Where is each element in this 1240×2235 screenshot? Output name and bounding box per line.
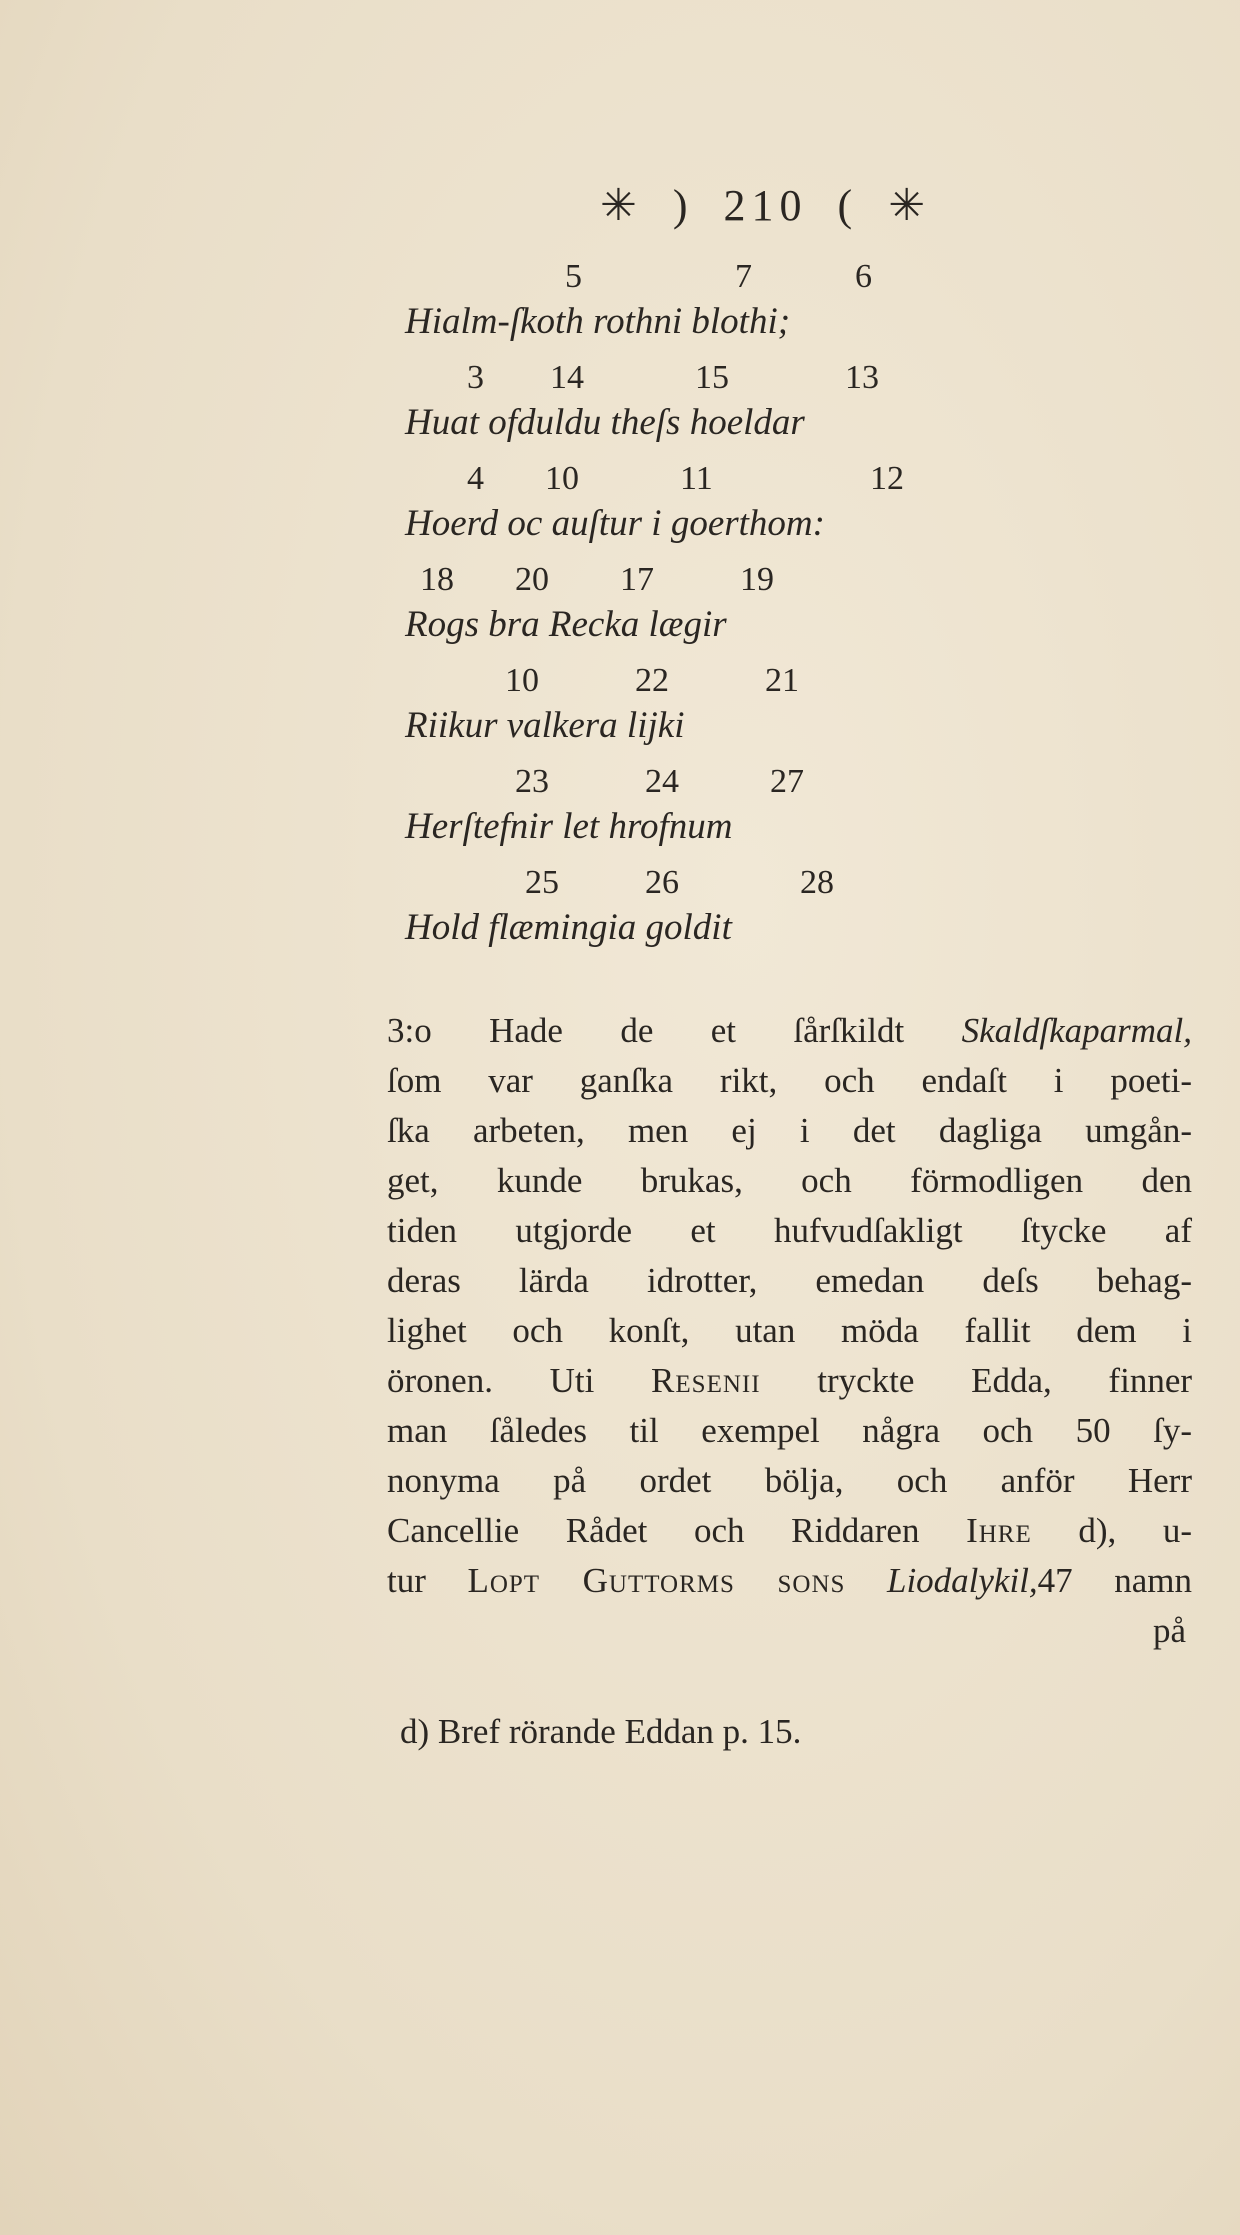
word-order-number: 10 <box>545 460 579 497</box>
word-order-number: 21 <box>765 662 799 699</box>
poem-line <box>405 460 965 561</box>
verse-text: Hoerd oc auſtur i goerthom: <box>405 503 825 544</box>
word-order-number: 19 <box>740 561 774 598</box>
text-line <box>387 1006 1192 1056</box>
word-order-number: 12 <box>870 460 904 497</box>
verse-text: Rogs bra Recka lægir <box>405 604 727 645</box>
verse-text: Hialm-ſkoth rothni blothi; <box>405 301 791 342</box>
text-run <box>845 1561 887 1600</box>
verse-text: Hold flæmingia goldit <box>405 907 732 948</box>
small-caps-name: Resenii <box>651 1361 761 1400</box>
word-order-number: 26 <box>645 864 679 901</box>
word-order-number: 4 <box>467 460 484 497</box>
verse-text: Herſtefnir let hrofnum <box>405 806 733 847</box>
word-order-number: 23 <box>515 763 549 800</box>
text-line: get, kunde brukas, och förmodligen den <box>387 1161 1192 1200</box>
word-order-number: 5 <box>565 258 582 295</box>
poem-line <box>405 763 965 864</box>
word-order-number: 10 <box>505 662 539 699</box>
word-order-number: 25 <box>525 864 559 901</box>
left-asterisk-ornament: ✳ <box>600 181 643 230</box>
text-run: tryckte Edda, finner <box>760 1361 1193 1400</box>
text-run: tur <box>387 1561 468 1600</box>
text-line: nonyma på ordet bölja, och anför Herr <box>387 1461 1192 1500</box>
text-line: ſka arbeten, men ej i det dagliga umgån- <box>387 1111 1192 1150</box>
small-caps-name: Ihre <box>966 1511 1032 1550</box>
text-line <box>387 1356 1192 1406</box>
word-order-number: 22 <box>635 662 669 699</box>
verse-text: Riikur valkera lijki <box>405 705 685 746</box>
poem-line <box>405 258 965 359</box>
word-order-number: 14 <box>550 359 584 396</box>
left-bracket: ) <box>672 181 694 230</box>
text-line: tiden utgjorde et hufvudſakligt ſtycke af <box>387 1211 1192 1250</box>
word-order-number: 3 <box>467 359 484 396</box>
page-header <box>600 180 961 231</box>
text-line: man ſåledes til exempel några och 50 ſy- <box>387 1411 1192 1450</box>
text-line: deras lärda idrotter, emedan deſs behag- <box>387 1261 1192 1300</box>
word-order-number: 13 <box>845 359 879 396</box>
right-bracket: ( <box>837 181 859 230</box>
poem-line <box>405 561 965 662</box>
text-line: lighet och konſt, utan möda fallit dem i <box>387 1311 1192 1350</box>
word-order-number: 27 <box>770 763 804 800</box>
footnote: d) Bref rörande Eddan p. 15. <box>400 1712 802 1751</box>
word-order-number: 6 <box>855 258 872 295</box>
word-order-number: 7 <box>735 258 752 295</box>
word-order-numbers <box>405 662 965 702</box>
text-line <box>387 1556 1192 1606</box>
poem-line <box>405 864 965 965</box>
text-line <box>387 1506 1192 1556</box>
word-order-number: 28 <box>800 864 834 901</box>
italic-term: Skaldſkaparmal, <box>961 1011 1192 1050</box>
text-run: öronen. Uti <box>387 1361 652 1400</box>
word-order-numbers <box>405 561 965 601</box>
text-run: 3:o Hade de et ſårſkildt <box>387 1011 962 1050</box>
poem-line <box>405 662 965 763</box>
word-order-number: 20 <box>515 561 549 598</box>
word-order-numbers <box>405 864 965 904</box>
word-order-number: 15 <box>695 359 729 396</box>
word-order-number: 24 <box>645 763 679 800</box>
right-asterisk-ornament: ✳ <box>888 181 932 230</box>
small-caps-name: Lopt Guttorms sons <box>467 1561 846 1600</box>
text-run: Cancellie Rådet och Riddaren <box>387 1511 967 1550</box>
poem-line <box>405 359 965 460</box>
word-order-numbers <box>405 258 965 298</box>
italic-term: Liodalykil, <box>886 1561 1038 1600</box>
poem-verse-block <box>405 258 965 965</box>
word-order-number: 17 <box>620 561 654 598</box>
text-run: d), u- <box>1031 1511 1192 1550</box>
word-order-numbers <box>405 763 965 803</box>
word-order-numbers <box>405 460 965 500</box>
verse-text: Huat ofduldu theſs hoeldar <box>405 402 805 443</box>
text-run: 47 namn <box>1037 1561 1192 1600</box>
word-order-numbers <box>405 359 965 399</box>
body-paragraph <box>387 1006 1192 1656</box>
text-line: ſom var ganſka rikt, och endaſt i poeti- <box>387 1061 1192 1100</box>
word-order-number: 11 <box>680 460 713 497</box>
catchword: på <box>1152 1611 1186 1650</box>
word-order-number: 18 <box>420 561 454 598</box>
page-number: 210 <box>723 181 808 230</box>
